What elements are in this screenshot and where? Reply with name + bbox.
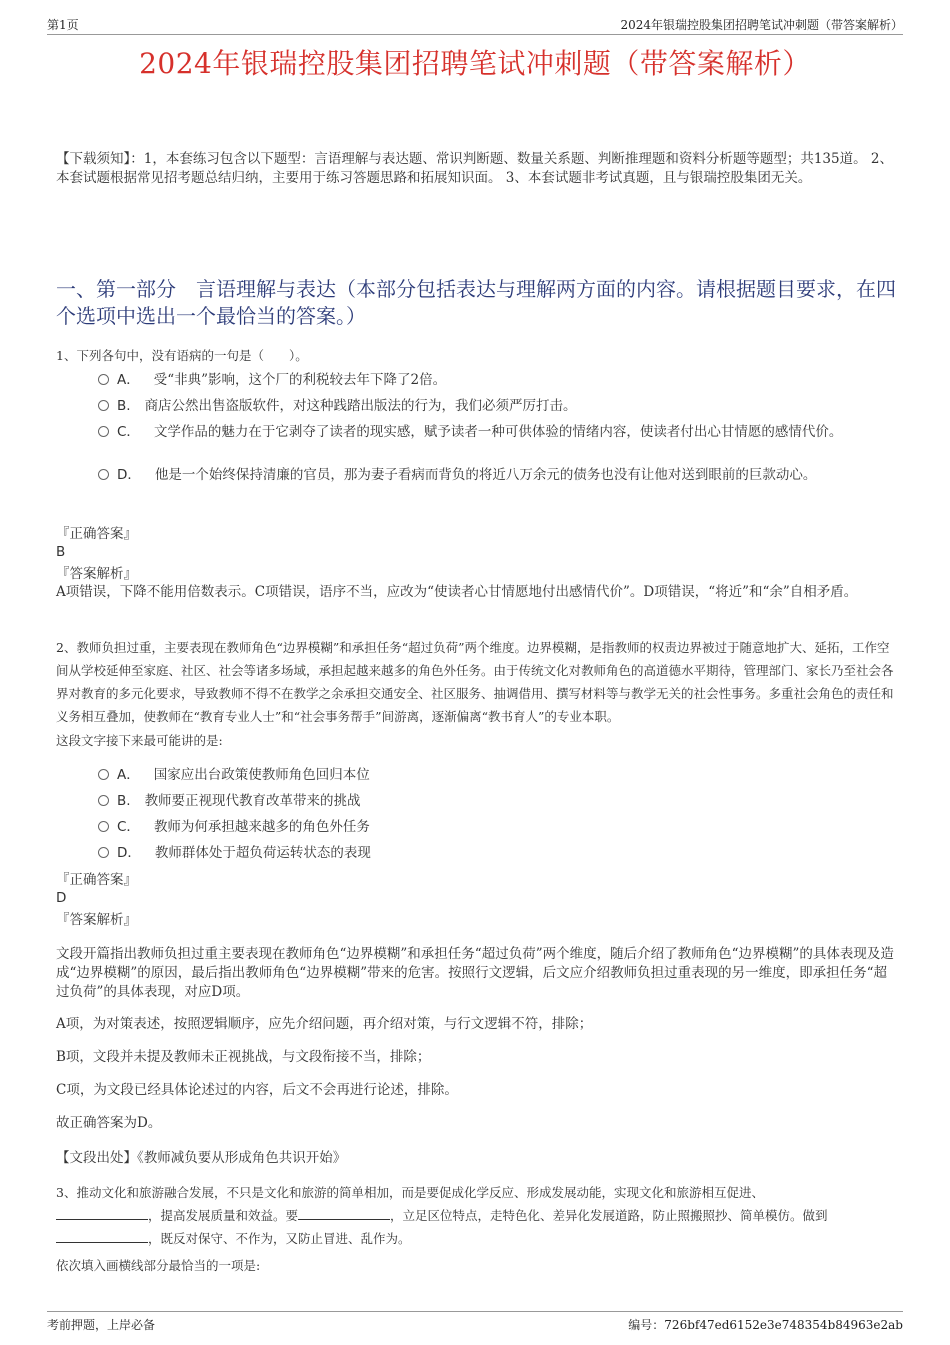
q2-note-c: C项，为文段已经具体论述过的内容，后文不会再进行论述，排除。	[56, 1082, 458, 1098]
q3-stem-part-1: 3、推动文化和旅游融合发展，不只是文化和旅游的简单相加，而是要促成化学反应、形成发展动能，实现文化和旅游相互促进、	[56, 1185, 764, 1200]
option-text: 受“非典”影响，这个厂的利税较去年下降了2倍。	[153, 372, 447, 388]
option-letter: B.	[117, 398, 131, 414]
q2-analysis: 文段开篇指出教师负担过重主要表现在教师角色“边界模糊”和承担任务“超过负荷”两个维度，随后介绍了教师角色“边界模糊”的具体表现及造成“边界模糊”的原因，最后指出教师角色“边界模糊”带来的危害。按照行文逻辑，后文应介绍教师负担过重表现的另一维度，即承担任务“超过负荷”的具体表现，对应D项。	[56, 946, 894, 1000]
radio-icon[interactable]	[98, 769, 109, 780]
q3-stem-part-2: ，提高发展质量和效益。要	[148, 1208, 299, 1223]
page-number: 第1页	[47, 18, 79, 32]
option-letter: A．	[117, 372, 140, 388]
option-text: 教师群体处于超负荷运转状态的表现	[154, 845, 371, 861]
q3-stem-part-4: ，既反对保守、不作为，又防止冒进、乱作为。	[148, 1231, 411, 1246]
radio-icon[interactable]	[98, 469, 109, 480]
q3-stem	[56, 1181, 896, 1250]
radio-icon[interactable]	[98, 795, 109, 806]
option-letter: B.	[117, 793, 131, 809]
radio-icon[interactable]	[98, 821, 109, 832]
option-letter: C．	[117, 819, 140, 835]
section-heading: 一、第一部分 言语理解与表达（本部分包括表达与理解两方面的内容。请根据题目要求，在四个选项中选出一个最恰当的答案。）	[56, 277, 896, 328]
q2-option-b[interactable]	[98, 791, 888, 811]
footer-serial: 编号：726bf47ed6152e3e748354b84963e2ab	[628, 1318, 903, 1332]
q2-option-c[interactable]	[98, 817, 888, 837]
option-text: 教师要正视现代教育改革带来的挑战	[144, 793, 361, 809]
q1-analysis: A项错误，下降不能用倍数表示。C项错误，语序不当，应改为“使读者心甘情愿地付出感情代价”。D项错误，“将近”和“余”自相矛盾。	[56, 584, 858, 600]
radio-icon[interactable]	[98, 847, 109, 858]
q1-option-d[interactable]	[98, 465, 888, 485]
option-text: 文学作品的魅力在于它剥夺了读者的现实感，赋予读者一种可供体验的情绪内容，使读者付出心甘情愿的感情代价。	[153, 424, 843, 440]
q1-analysis-label: 『答案解析』	[56, 566, 137, 582]
page-header	[47, 14, 903, 35]
option-letter: D．	[117, 845, 141, 861]
q3-prompt: 依次填入画横线部分最恰当的一项是:	[56, 1258, 261, 1273]
q2-option-a[interactable]	[98, 765, 888, 785]
download-notice: 【下载须知】：1，本套练习包含以下题型：言语理解与表达题、常识判断题、数量关系题、判断推理题和资料分析题等题型；共135道。 2、本套试题根据常见招考题总结归纳，主要用于练习答题思路和拓展知识面。 3、本套试题非考试真题，且与银瑞控股集团无关。	[56, 151, 893, 186]
q2-answer: D	[56, 890, 67, 906]
q1-stem: 1、下列各句中，没有语病的一句是（ ）。	[56, 348, 308, 363]
option-letter: D．	[117, 467, 141, 483]
q1-answer-label: 『正确答案』	[56, 526, 137, 542]
fill-blank-3[interactable]	[56, 1230, 148, 1243]
option-letter: C．	[117, 424, 140, 440]
page-title: 2024年银瑞控股集团招聘笔试冲刺题（带答案解析）	[139, 47, 811, 80]
q2-note-b: B项，文段并未提及教师未正视挑战，与文段衔接不当，排除；	[56, 1049, 431, 1065]
q2-note-a: A项，为对策表述，按照逻辑顺序，应先介绍问题，再介绍对策，与行文逻辑不符，排除；	[56, 1016, 593, 1032]
q1-option-a[interactable]	[98, 370, 888, 390]
footer-slogan: 考前押题，上岸必备	[47, 1318, 156, 1332]
radio-icon[interactable]	[98, 400, 109, 411]
fill-blank-1[interactable]	[56, 1207, 148, 1220]
q1-answer: B	[56, 544, 66, 560]
q1-option-b[interactable]	[98, 396, 888, 416]
q3-stem-part-3: ，立足区位特点，走特色化、差异化发展道路，防止照搬照抄、简单模仿。做到	[390, 1208, 828, 1223]
option-text: 国家应出台政策使教师角色回归本位	[153, 767, 370, 783]
q2-stem: 2、教师负担过重，主要表现在教师角色“边界模糊”和承担任务“超过负荷”两个维度。边界模糊，是指教师的权责边界被过于随意地扩大、延拓，工作空间从学校延伸至家庭、社区、社会等诸多场域，承担起越来越多的角色外任务。由于传统文化对教师角色的高道德水平期待，管理部门、家长乃至社会各界对教育的多元化要求，导致教师不得不在教学之余承担交通安全、社区服务、抽调借用、撰写材料等与教学无关的社会性事务。多重社会角色的责任和义务相互叠加，使教师在“教育专业人士”和“社会事务帮手”间游离，逐渐偏离“教书育人”的专业本职。	[56, 640, 894, 724]
option-text: 教师为何承担越来越多的角色外任务	[153, 819, 370, 835]
q1-option-c[interactable]	[98, 422, 888, 442]
option-letter: A．	[117, 767, 140, 783]
header-doc-title: 2024年银瑞控股集团招聘笔试冲刺题（带答案解析）	[620, 18, 903, 32]
q2-prompt: 这段文字接下来最可能讲的是:	[56, 733, 223, 748]
option-text: 他是一个始终保持清廉的官员，那为妻子看病而背负的将近八万余元的债务也没有让他对送到眼前的巨款动心。	[154, 467, 817, 483]
option-text: 商店公然出售盗版软件，对这种践踏出版法的行为，我们必须严厉打击。	[144, 398, 577, 414]
q2-answer-label: 『正确答案』	[56, 872, 137, 888]
fill-blank-2[interactable]	[298, 1207, 390, 1220]
radio-icon[interactable]	[98, 426, 109, 437]
page-footer	[47, 1311, 903, 1332]
source-label: 【文段出处】	[56, 1150, 137, 1166]
q2-conclusion: 故正确答案为D。	[56, 1115, 162, 1131]
q2-option-d[interactable]	[98, 843, 888, 863]
radio-icon[interactable]	[98, 374, 109, 385]
source-title: 《教师减负要从形成角色共识开始》	[137, 1150, 347, 1166]
q2-analysis-label: 『答案解析』	[56, 912, 137, 928]
q2-source	[56, 1149, 896, 1168]
